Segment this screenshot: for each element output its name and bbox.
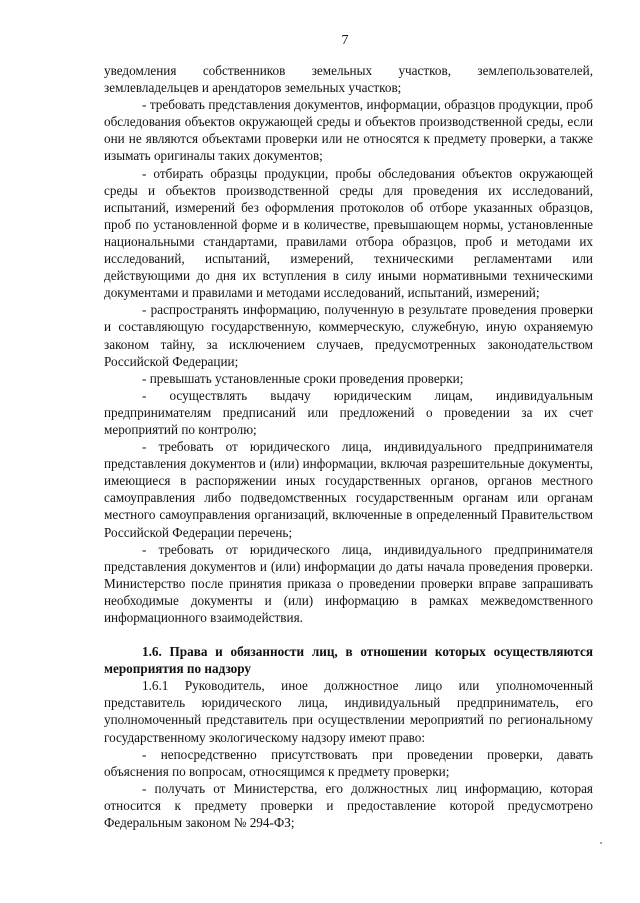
list-item: - требовать от юридического лица, индивидуального предпринимателя представления документов и (или) информации, включая разрешительные документы, имеющиеся в распоряжении иных государственных органов, органов местного самоуправления либо подведомственных государственным органам или органам местного самоуправления организаций, включенные в определенный Правительством Российской Федерации перечень; (104, 439, 593, 540)
list-item: - превышать установленные сроки проведения проверки; (142, 370, 464, 386)
list-item: - получать от Министерства, его должностных лиц информацию, которая относится к предмету проверки и предоставление которой предусмотрено Федеральным законом № 294-ФЗ; (104, 780, 593, 831)
list-item: - требовать от юридического лица, индивидуального предпринимателя представления документов и (или) информации до даты начала проведения проверки. Министерство после принятия приказа о проведении проверки вправе запрашивать необходимые документы и (или) информацию в рамках межведомственного информационного взаимодействия. (104, 541, 593, 625)
section-paragraph: 1.6.1 Руководитель, иное должностное лицо или уполномоченный представитель юридического лица, индивидуальный предприниматель, его уполномоченный представитель при осуществлении мероприятий по региональному государственному экологическому надзору имеют право: (104, 678, 593, 745)
scan-speck (600, 842, 602, 844)
list-item: - отбирать образцы продукции, пробы обследования объектов окружающей среды и объектов производственной среды для проведения их исследований, испытаний, измерений без оформления протоколов об отборе указанных образцов, проб по установленной форме и в количестве, превышающем нормы, установленные национальными стандартами, правилами отбора образцов, проб и методами их исследований, испытаний, измерений, техническими регламентами или действующими до дня их вступления в силу иными нормативными техническими документами и правилами и методами исследований, испытаний, измерений; (104, 165, 593, 301)
document-body (104, 62, 593, 831)
list-item: - непосредственно присутствовать при проведении проверки, давать объяснения по вопросам, относящимся к предмету проверки; (104, 746, 593, 779)
list-item: - требовать представления документов, информации, образцов продукции, проб обследования объектов окружающей среды и объектов производственной среды, если они не являются объектами проверки или не относятся к предмету проверки, а также изымать оригиналы таких документов; (104, 97, 593, 164)
list-item: - осуществлять выдачу юридическим лицам, индивидуальным предпринимателям предписаний или предложений о проведении за их счет мероприятий по контролю; (104, 387, 593, 437)
paragraph-continuation: уведомления собственников земельных участков, землепользователей, землевладельцев и арендаторов земельных участков; (104, 63, 593, 96)
section-heading: 1.6. Права и обязанности лиц, в отношении которых осуществляются мероприятия по надзору (104, 644, 593, 677)
page-number: 7 (341, 33, 349, 48)
list-item: - распространять информацию, полученную в результате проведения проверки и составляющую государственную, коммерческую, служебную, иную охраняемую законом тайну, за исключением случаев, предусмотренных законодательством Российской Федерации; (104, 302, 593, 369)
